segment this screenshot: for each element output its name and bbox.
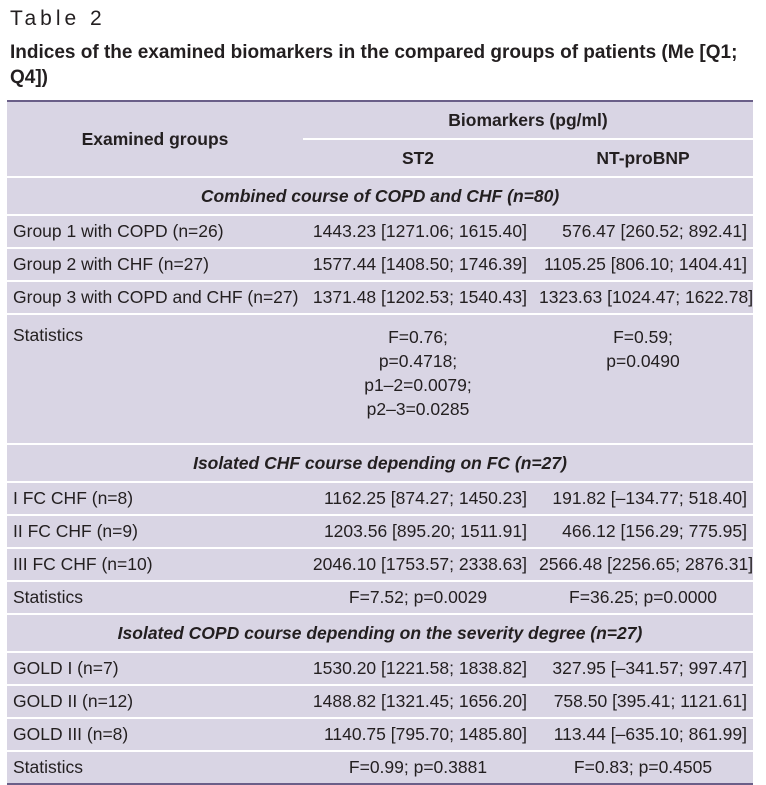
ntprobnp-cell: 758.50 [395.41; 1121.61] <box>533 685 753 718</box>
st2-cell: 1140.75 [795.70; 1485.80] <box>303 718 533 751</box>
st2-statistics: F=0.99; p=0.3881 <box>303 751 533 784</box>
section-title: Isolated CHF course depending on FC (n=27) <box>7 444 753 482</box>
stat-line: p1–2=0.0079; <box>364 375 472 395</box>
group-cell: Group 2 with CHF (n=27) <box>7 248 303 281</box>
stat-line: p2–3=0.0285 <box>366 399 470 419</box>
st2-cell: 1488.82 [1321.45; 1656.20] <box>303 685 533 718</box>
ntprobnp-header: NT-proBNP <box>533 139 753 177</box>
ntprobnp-cell: 1323.63 [1024.47; 1622.78] <box>533 281 753 314</box>
group-cell: Group 3 with COPD and CHF (n=27) <box>7 281 303 314</box>
stat-line: p=0.4718; <box>378 351 458 371</box>
ntprobnp-cell: 2566.48 [2256.65; 2876.31] <box>533 548 753 581</box>
group-cell: GOLD III (n=8) <box>7 718 303 751</box>
table-row <box>7 281 753 314</box>
stat-line: p=0.0490 <box>606 351 680 371</box>
group-cell: II FC CHF (n=9) <box>7 515 303 548</box>
st2-cell: 2046.10 [1753.57; 2338.63] <box>303 548 533 581</box>
st2-cell: 1443.23 [1271.06; 1615.40] <box>303 215 533 248</box>
ntprobnp-cell: 466.12 [156.29; 775.95] <box>533 515 753 548</box>
group-cell: III FC CHF (n=10) <box>7 548 303 581</box>
table-caption: Indices of the examined biomarkers in the compared groups of patients (Me [Q1; Q4]) <box>10 42 738 88</box>
table-label: Table 2 <box>10 7 106 30</box>
table-row <box>7 515 753 548</box>
group-cell: GOLD I (n=7) <box>7 652 303 685</box>
st2-statistics: F=7.52; p=0.0029 <box>303 581 533 614</box>
group-cell: Group 1 with COPD (n=26) <box>7 215 303 248</box>
section-header <box>7 614 753 652</box>
statistics-row <box>7 581 753 614</box>
table-row <box>7 248 753 281</box>
ntprobnp-statistics: F=36.25; p=0.0000 <box>533 581 753 614</box>
ntprobnp-statistics <box>533 314 753 444</box>
statistics-row <box>7 751 753 784</box>
table-row <box>7 548 753 581</box>
table-row <box>7 215 753 248</box>
st2-cell: 1371.48 [1202.53; 1540.43] <box>303 281 533 314</box>
biomarkers-table <box>7 100 753 785</box>
st2-cell: 1162.25 [874.27; 1450.23] <box>303 482 533 515</box>
statistics-label: Statistics <box>7 751 303 784</box>
ntprobnp-cell: 1105.25 [806.10; 1404.41] <box>533 248 753 281</box>
section-header <box>7 177 753 215</box>
st2-cell: 1577.44 [1408.50; 1746.39] <box>303 248 533 281</box>
group-cell: GOLD II (n=12) <box>7 685 303 718</box>
biomarkers-header: Biomarkers (pg/ml) <box>303 101 753 139</box>
table-row <box>7 482 753 515</box>
ntprobnp-cell: 576.47 [260.52; 892.41] <box>533 215 753 248</box>
groups-header: Examined groups <box>7 101 303 177</box>
st2-cell: 1203.56 [895.20; 1511.91] <box>303 515 533 548</box>
section-title: Combined course of COPD and CHF (n=80) <box>7 177 753 215</box>
statistics-label: Statistics <box>7 314 303 444</box>
statistics-label: Statistics <box>7 581 303 614</box>
stat-line: F=0.59; <box>613 327 673 347</box>
section-title: Isolated COPD course depending on the severity degree (n=27) <box>7 614 753 652</box>
st2-statistics <box>303 314 533 444</box>
group-cell: I FC CHF (n=8) <box>7 482 303 515</box>
ntprobnp-cell: 327.95 [–341.57; 997.47] <box>533 652 753 685</box>
stat-line: F=0.76; <box>388 327 448 347</box>
st2-header: ST2 <box>303 139 533 177</box>
section-header <box>7 444 753 482</box>
ntprobnp-cell: 191.82 [–134.77; 518.40] <box>533 482 753 515</box>
header-row <box>7 101 753 139</box>
statistics-row <box>7 314 753 444</box>
table-row <box>7 718 753 751</box>
st2-cell: 1530.20 [1221.58; 1838.82] <box>303 652 533 685</box>
table-row <box>7 685 753 718</box>
table-row <box>7 652 753 685</box>
ntprobnp-statistics: F=0.83; p=0.4505 <box>533 751 753 784</box>
ntprobnp-cell: 113.44 [–635.10; 861.99] <box>533 718 753 751</box>
